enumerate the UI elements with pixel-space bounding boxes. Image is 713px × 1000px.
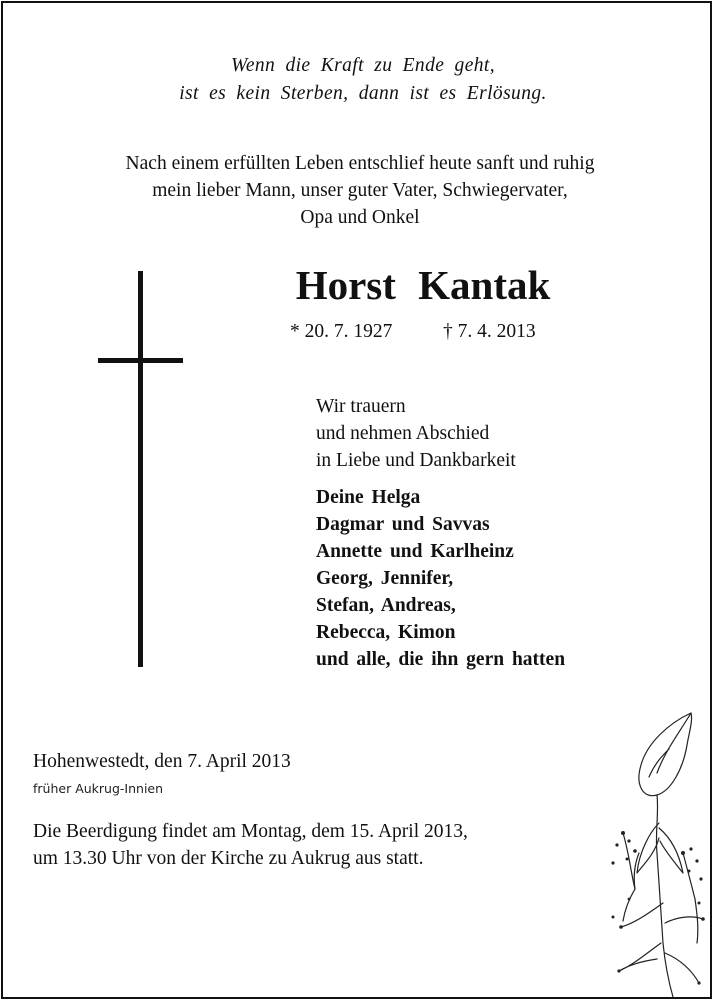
- lily-flower-icon: [599, 703, 709, 999]
- deceased-name: Horst Kantak: [295, 262, 551, 308]
- birth-date: * 20. 7. 1927: [290, 321, 393, 342]
- family-member: Annette und Karlheinz: [316, 541, 514, 562]
- place-date: Hohenwestedt, den 7. April 2013: [33, 751, 291, 772]
- funeral-line-2: um 13.30 Uhr von der Kirche zu Aukrug aus statt.: [33, 848, 424, 869]
- funeral-line-1: Die Beerdigung findet am Montag, dem 15. April 2013,: [33, 821, 468, 842]
- family-member: Georg, Jennifer,: [316, 568, 454, 589]
- mourning-line-2: und nehmen Abschied: [316, 423, 490, 444]
- mourning-line-3: in Liebe und Dankbarkeit: [316, 450, 516, 471]
- intro-line-2: mein lieber Mann, unser guter Vater, Schwiegervater,: [152, 180, 568, 201]
- family-member: Dagmar und Savvas: [316, 514, 490, 535]
- family-member: Rebecca, Kimon: [316, 622, 456, 643]
- cross-icon: [138, 271, 143, 667]
- death-date: † 7. 4. 2013: [443, 321, 536, 342]
- intro-line-1: Nach einem erfüllten Leben entschlief heute sanft und ruhig: [125, 153, 595, 174]
- cross-beam: [98, 358, 183, 363]
- family-member: und alle, die ihn gern hatten: [316, 649, 566, 670]
- family-member: Stefan, Andreas,: [316, 595, 456, 616]
- former-residence: früher Aukrug-Innien: [33, 781, 164, 796]
- motto-line-1: Wenn die Kraft zu Ende geht,: [230, 55, 496, 76]
- mourning-line-1: Wir trauern: [316, 396, 406, 417]
- obituary-notice: [1, 1, 712, 999]
- family-member: Deine Helga: [316, 487, 421, 508]
- motto-line-2: ist es kein Sterben, dann ist es Erlösung.: [179, 83, 547, 104]
- intro-line-3: Opa und Onkel: [300, 207, 420, 228]
